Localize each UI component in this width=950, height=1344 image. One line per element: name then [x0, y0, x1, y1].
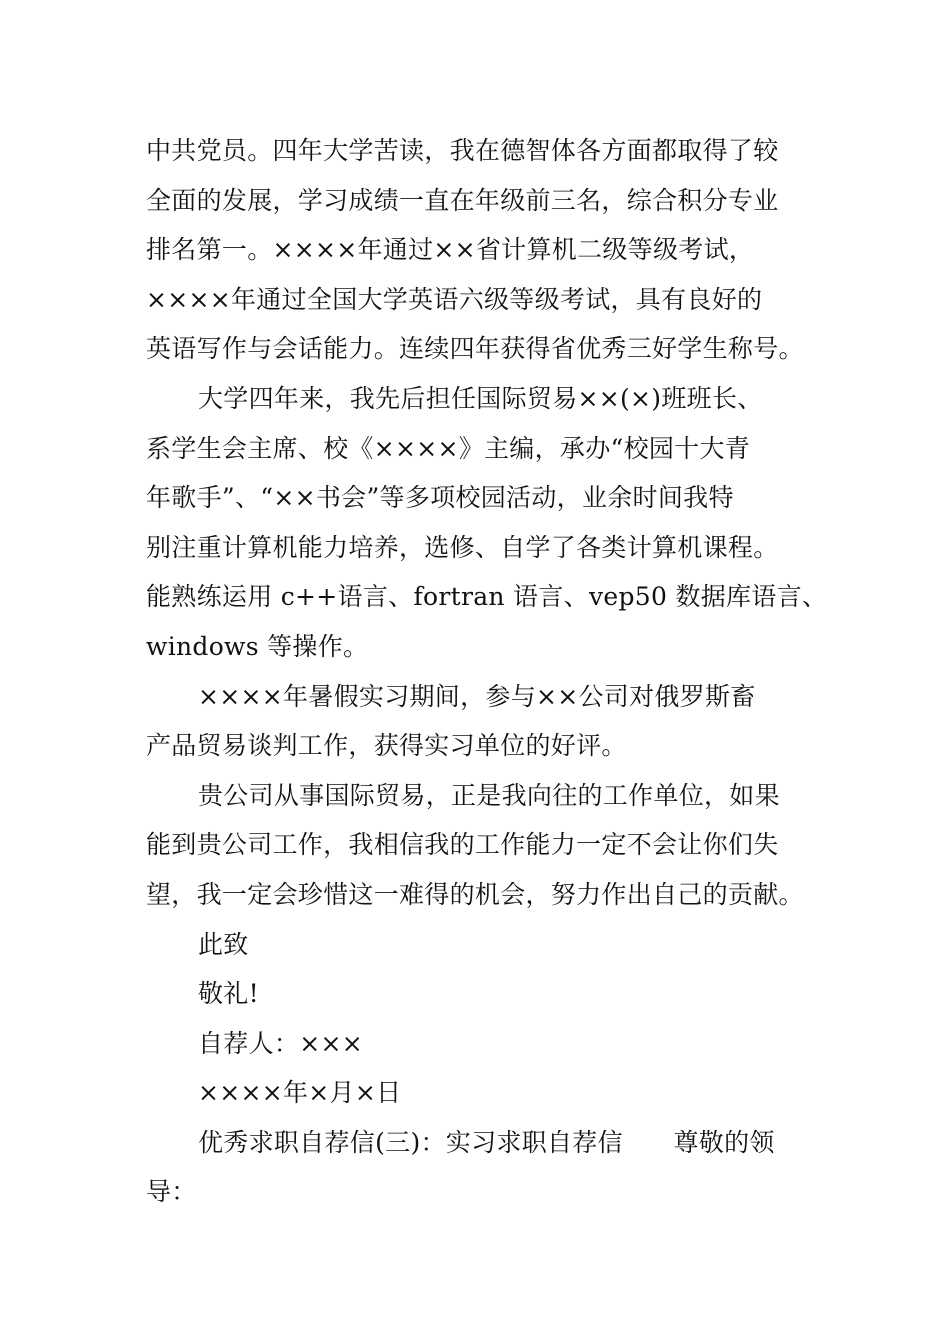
text-line: ××××年通过全国大学英语六级等级考试，具有良好的	[146, 284, 763, 314]
text-line: 大学四年来，我先后担任国际贸易××(×)班班长、	[198, 383, 763, 413]
text-line: 全面的发展，学习成绩一直在年级前三名，综合积分专业	[146, 185, 779, 215]
text-line: 能熟练运用 c++语言、fortran 语言、vep50 数据库语言、	[146, 582, 828, 612]
section-heading-line: 优秀求职自荐信(三)：实习求职自荐信 尊敬的领	[198, 1127, 775, 1157]
text-line: 望，我一定会珍惜这一难得的机会，努力作出自己的贡献。	[146, 879, 804, 909]
text-line: 系学生会主席、校《××××》主编，承办“校园十大青	[146, 433, 751, 463]
text-line: 产品贸易谈判工作，获得实习单位的好评。	[146, 731, 627, 761]
letter-body	[146, 126, 828, 1217]
date-line: ××××年×月×日	[198, 1078, 402, 1108]
text-line: windows 等操作。	[146, 631, 369, 661]
text-line: 年歌手”、“××书会”等多项校园活动，业余时间我特	[146, 483, 734, 513]
text-line: 别注重计算机能力培养，选修、自学了各类计算机课程。	[146, 532, 779, 562]
text-line: 贵公司从事国际贸易，正是我向往的工作单位，如果	[198, 780, 780, 810]
closing-line: 此致	[198, 929, 249, 959]
text-line: ××××年暑假实习期间，参与××公司对俄罗斯畜	[198, 681, 756, 711]
salutation-line: 敬礼!	[198, 979, 259, 1009]
text-line: 中共党员。四年大学苦读，我在德智体各方面都取得了较	[146, 136, 779, 165]
signature-line: 自荐人：×××	[198, 1028, 363, 1058]
text-line: 排名第一。××××年通过××省计算机二级等级考试，	[146, 235, 755, 265]
text-line: 能到贵公司工作，我相信我的工作能力一定不会让你们失	[146, 830, 779, 860]
text-line: 英语写作与会话能力。连续四年获得省优秀三好学生称号。	[146, 334, 804, 364]
text-line: 导：	[146, 1177, 197, 1207]
